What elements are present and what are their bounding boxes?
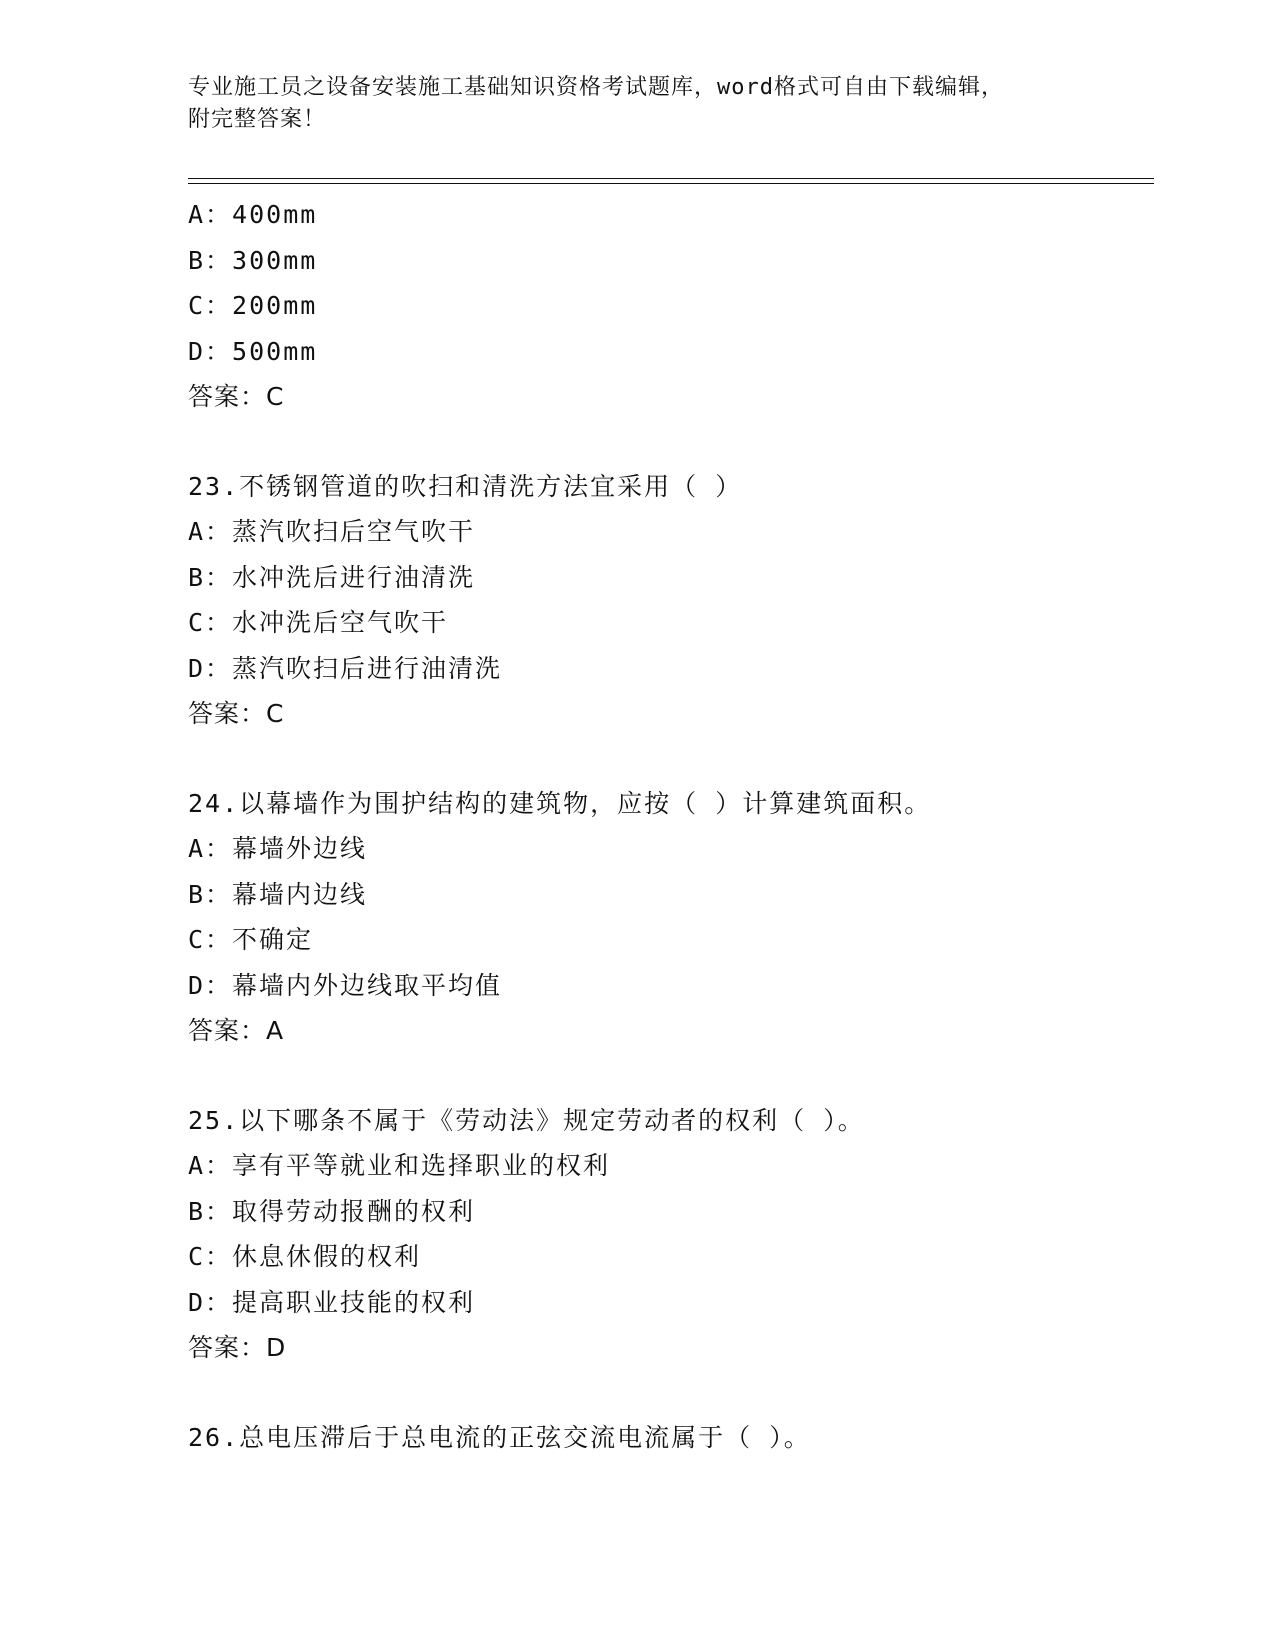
option-b: B：300mm xyxy=(188,245,318,275)
answer-line: 答案：A xyxy=(188,1016,285,1045)
option-c: C：不确定 xyxy=(188,925,314,954)
header-divider-bottom xyxy=(188,183,1154,184)
question-block xyxy=(188,1098,1148,1371)
question-list xyxy=(188,192,1148,1460)
option-a: A：蒸汽吹扫后空气吹干 xyxy=(188,517,476,546)
option-a: A：幕墙外边线 xyxy=(188,834,368,863)
question-block xyxy=(188,464,1148,737)
option-d: D：提高职业技能的权利 xyxy=(188,1287,476,1317)
question-text: 23.不锈钢管道的吹扫和清洗方法宜采用（ ） xyxy=(188,471,743,501)
option-c: C：休息休假的权利 xyxy=(188,1242,422,1271)
option-b: B：水冲洗后进行油清洗 xyxy=(188,562,476,592)
option-b: B：取得劳动报酬的权利 xyxy=(188,1196,476,1226)
answer-line: 答案：C xyxy=(188,382,285,411)
question-text: 24.以幕墙作为围护结构的建筑物，应按（ ）计算建筑面积。 xyxy=(188,788,932,818)
option-c: C：200mm xyxy=(188,291,318,320)
option-d: D：幕墙内外边线取平均值 xyxy=(188,970,503,1000)
answer-line: 答案：C xyxy=(188,699,285,728)
header-line-1: 专业施工员之设备安装施工基础知识资格考试题库，word格式可自由下载编辑， xyxy=(188,75,1004,100)
option-d: D：500mm xyxy=(188,336,318,366)
question-block xyxy=(188,781,1148,1054)
document-header xyxy=(188,72,1068,136)
question-text: 25.以下哪条不属于《劳动法》规定劳动者的权利（ ）。 xyxy=(188,1105,865,1135)
question-block xyxy=(188,192,1148,420)
option-c: C：水冲洗后空气吹干 xyxy=(188,608,449,637)
option-a: A：享有平等就业和选择职业的权利 xyxy=(188,1151,611,1180)
option-b: B：幕墙内边线 xyxy=(188,879,368,909)
question-block xyxy=(188,1415,1148,1461)
answer-line: 答案：D xyxy=(188,1333,287,1362)
question-text: 26.总电压滞后于总电流的正弦交流电流属于（ ）。 xyxy=(188,1422,811,1452)
option-a: A：400mm xyxy=(188,200,318,229)
header-line-2: 附完整答案！ xyxy=(188,107,327,132)
option-d: D：蒸汽吹扫后进行油清洗 xyxy=(188,653,503,683)
header-divider-top xyxy=(188,178,1154,179)
